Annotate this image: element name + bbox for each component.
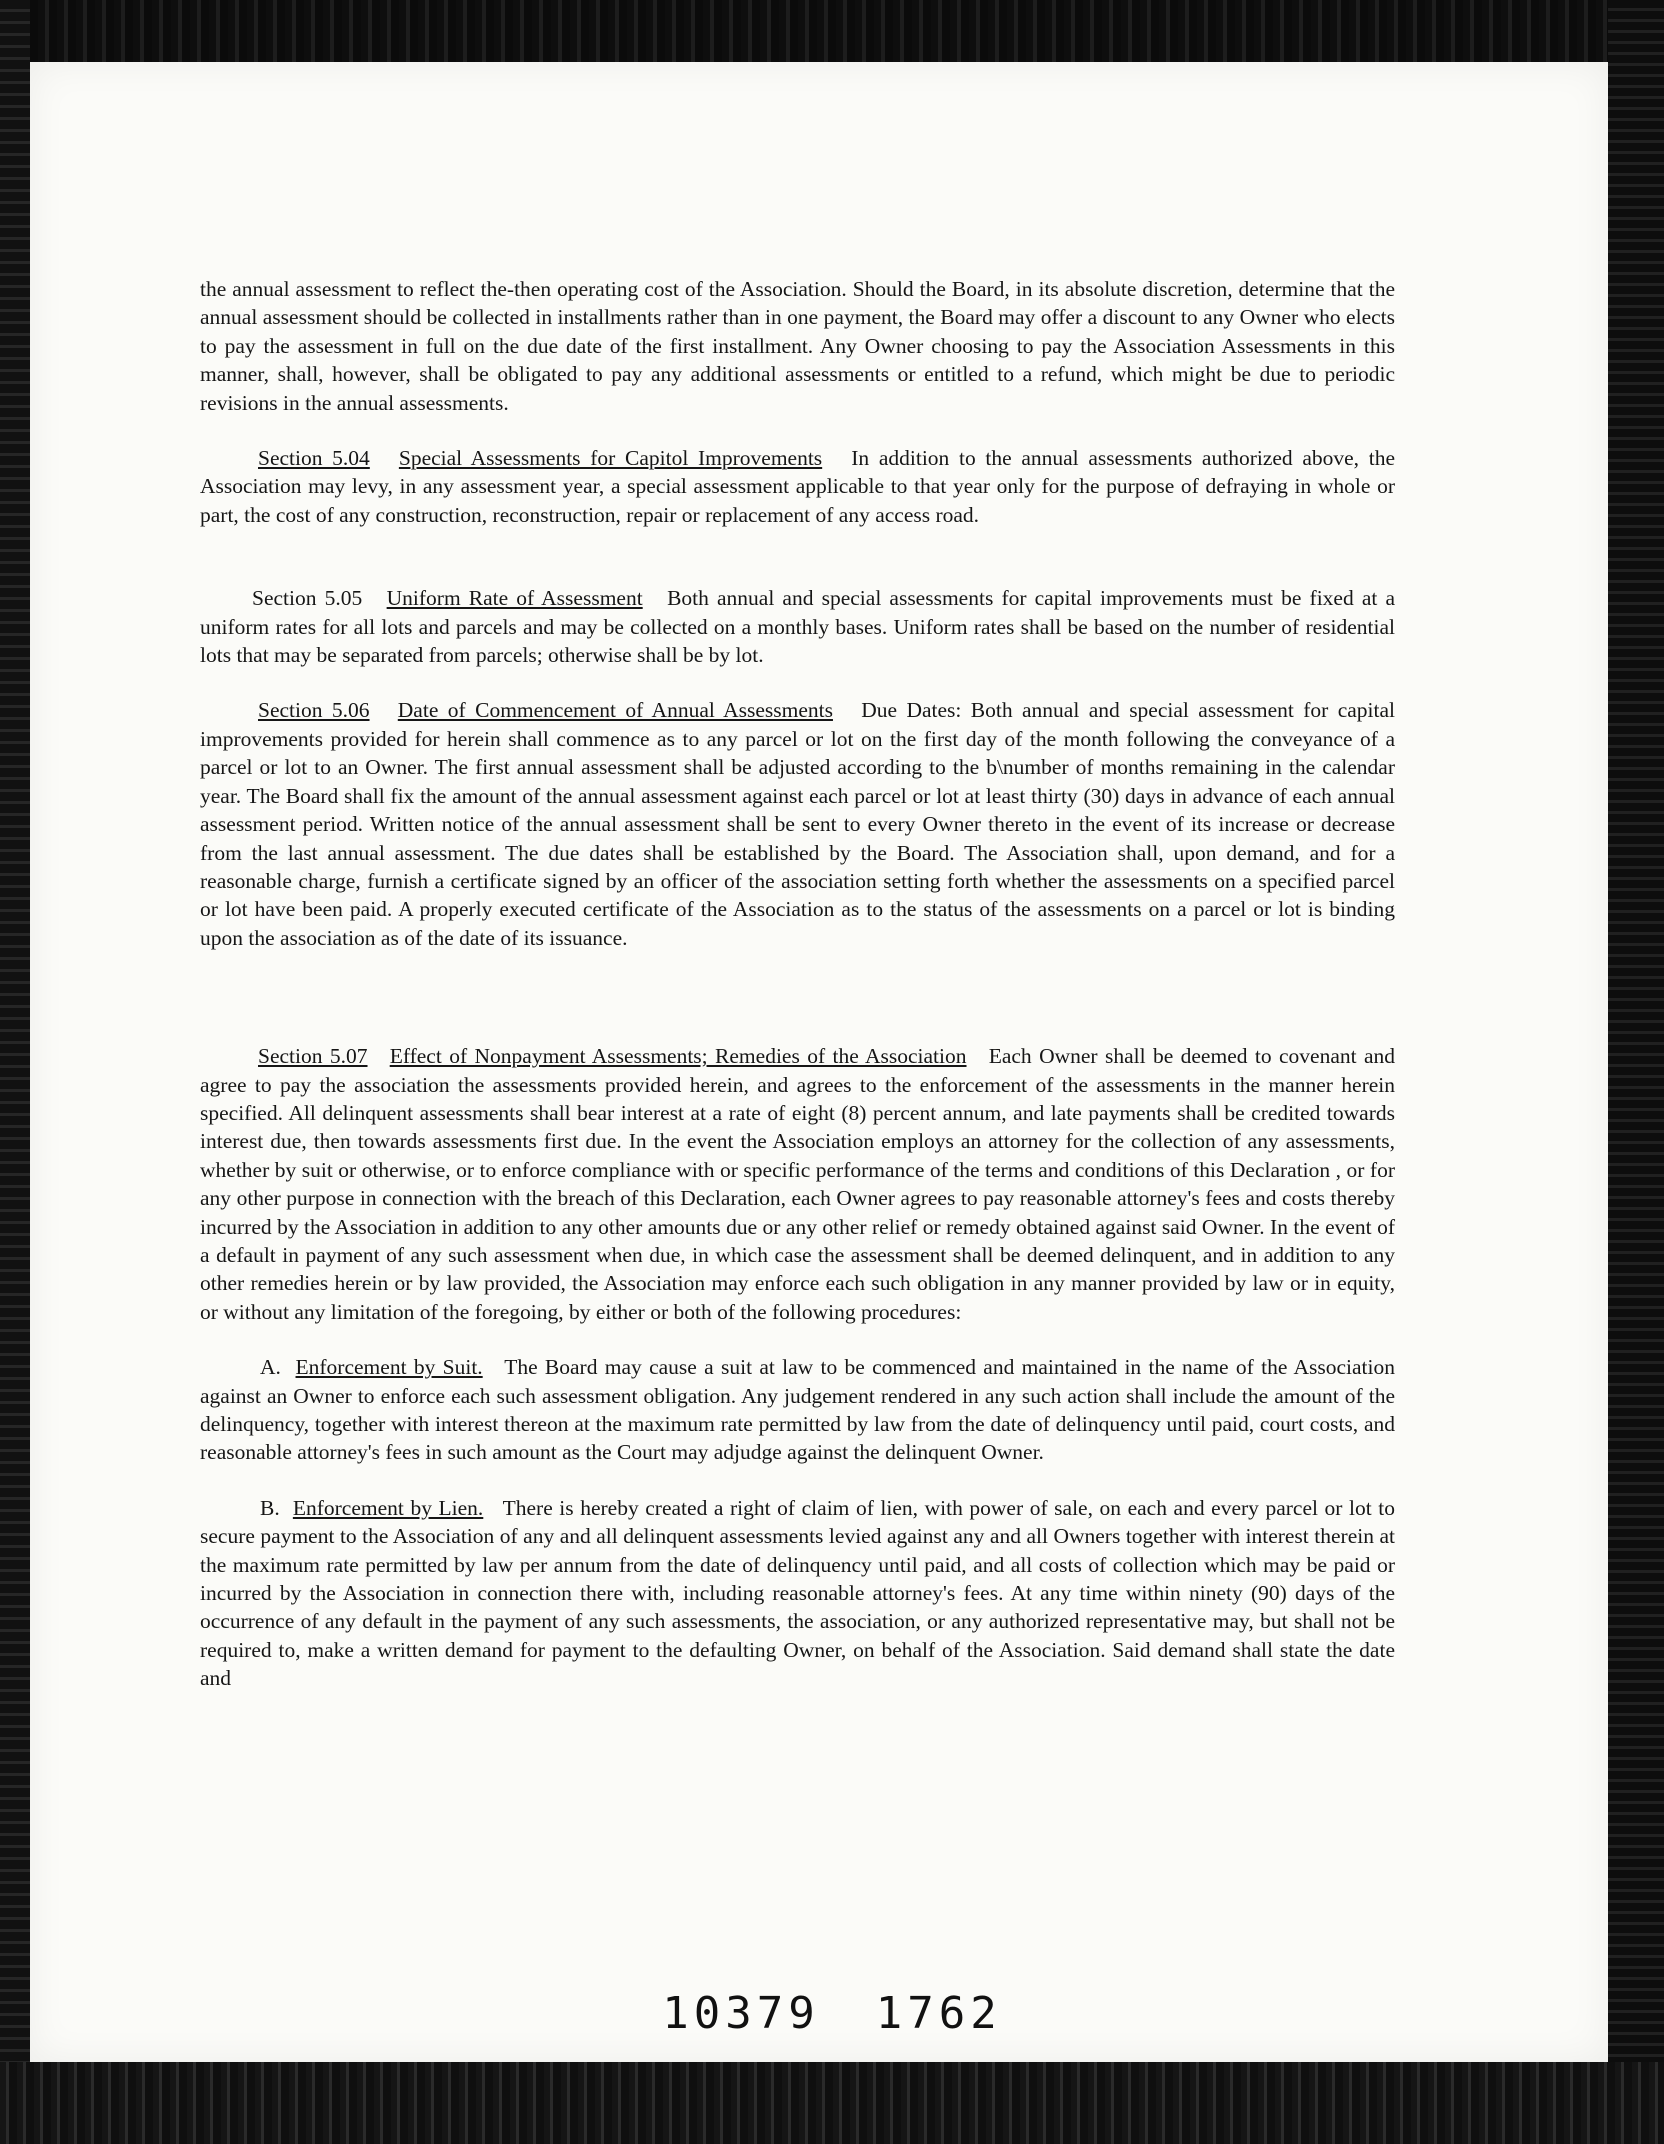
subsection-b bbox=[200, 1494, 1395, 1693]
section-5-06 bbox=[200, 696, 1395, 952]
section-body: In addition to the annual assessments authorized above, the Association may levy, in any assessment year, a special assessment applicable to that year only for the purpose of defraying in whole or part, the cost of any construction, reconstruction, repair or replacement of any access road. bbox=[200, 446, 1396, 527]
subsection-a bbox=[200, 1353, 1395, 1467]
section-number: Section 5.07 bbox=[258, 1044, 368, 1069]
subsection-body: There is hereby created a right of claim of lien, with power of sale, on each and every parcel or lot to secure payment to the Association of any and all delinquent assessments levied against any and all Owners together with interest therein at the maximum rate permitted by law per annum from the date of delinquency until paid, and all costs of collection which may be paid or incurred by the Association in connection there with, including reasonable attorney's fees. At any time within ninety (90) days of the occurrence of any default in the payment of any such assessments, the association, or any authorized representative may, but shall not be required to, make a written demand for payment to the defaulting Owner, on behalf of the Association. Said demand shall state the date and bbox=[200, 1495, 1395, 1691]
book-number: 10379 bbox=[662, 1988, 820, 2039]
subsection-title: Enforcement by Suit. bbox=[295, 1355, 483, 1380]
subsection-label: A. bbox=[260, 1355, 281, 1380]
continued-paragraph: the annual assessment to reflect the-then operating cost of the Association. Should the Board, in its absolute discretion, determine that the annual assessment should be collected in installments rather than in one payment, the Board may offer a discount to any Owner who elects to pay the assessment in full on the due date of the first installment. Any Owner choosing to pay the Association Assessments in this manner, shall, however, shall be obligated to pay any additional assessments or entitled to a refund, which might be due to periodic revisions in the annual assessments. bbox=[200, 277, 1395, 415]
subsection-label: B. bbox=[260, 1495, 280, 1520]
recording-stamp bbox=[0, 1988, 1664, 2039]
section-title: Date of Commencement of Annual Assessments bbox=[397, 698, 833, 723]
subsection-title: Enforcement by Lien. bbox=[292, 1495, 484, 1520]
scan-border-left bbox=[0, 0, 30, 2144]
scan-border-bottom bbox=[0, 2062, 1664, 2144]
section-title: Special Assessments for Capitol Improvements bbox=[398, 446, 823, 471]
section-body: Each Owner shall be deemed to covenant and agree to pay the association the assessments provided herein, and agrees to the enforcement of the assessments in the manner herein specified. All delinquent assessments shall bear interest at a rate of eight (8) percent annum, and late payments shall be credited towards interest due, then towards assessments first due. In the event the Association employs an attorney for the collection of any assessments, whether by suit or otherwise, or to enforce compliance with or specific performance of the terms and conditions of this Declaration , or for any other purpose in connection with the breach of this Declaration, each Owner agrees to pay reasonable attorney's fees and costs thereby incurred by the Association in addition to any other amounts due or any other relief or remedy obtained against said Owner. In the event of a default in payment of any such assessment when due, in which case the assessment shall be deemed delinquent, and in addition to any other remedies herein or by law provided, the Association may enforce each such obligation in any manner provided by law or in equity, or without any limitation of the foregoing, by either or both of the following procedures: bbox=[200, 1044, 1396, 1324]
section-body: Both annual and special assessments for capital improvements must be fixed at a uniform rates for all lots and parcels and may be collected on a monthly bases. Uniform rates shall be based on the number of residential lots that may be separated from parcels; otherwise shall be by lot. bbox=[200, 586, 1396, 668]
section-title: Uniform Rate of Assessment bbox=[386, 586, 643, 611]
section-number: Section 5.04 bbox=[258, 446, 370, 471]
section-number: Section 5.06 bbox=[258, 698, 370, 723]
subsection-body: The Board may cause a suit at law to be commenced and maintained in the name of the Association against an Owner to enforce each such assessment obligation. Any judgement rendered in any such action shall include the amount of the delinquency, together with interest thereon at the maximum rate permitted by law from the date of delinquency until paid, court costs, and reasonable attorney's fees in such amount as the Court may adjudge against the delinquent Owner. bbox=[200, 1355, 1396, 1465]
scan-border-right bbox=[1608, 0, 1664, 2144]
section-5-07 bbox=[200, 1042, 1395, 1326]
section-body: Due Dates: Both annual and special assessment for capital improvements provided for herein shall commence as to any parcel or lot on the first day of the month following the conveyance of a parcel or lot to an Owner. The first annual assessment shall be adjusted according to the b\number of months remaining in the calendar year. The Board shall fix the amount of the annual assessment against each parcel or lot at least thirty (30) days in advance of each annual assessment period. Written notice of the annual assessment shall be sent to every Owner thereto in the event of its increase or decrease from the last annual assessment. The due dates shall be established by the Board. The Association shall, upon demand, and for a reasonable charge, furnish a certificate signed by an officer of the association setting forth whether the assessments on a specified parcel or lot have been paid. A properly executed certificate of the Association as to the status of the assessments on a parcel or lot is binding upon the association as of the date of its issuance. bbox=[200, 698, 1396, 950]
section-5-04 bbox=[200, 444, 1395, 529]
page-number: 1762 bbox=[875, 1988, 1002, 2039]
section-number: Section 5.05 bbox=[252, 586, 363, 611]
section-5-05 bbox=[200, 584, 1395, 669]
scan-border-top bbox=[0, 0, 1664, 62]
section-title: Effect of Nonpayment Assessments; Remedies of the Association bbox=[389, 1044, 967, 1069]
document-body bbox=[200, 275, 1395, 1693]
